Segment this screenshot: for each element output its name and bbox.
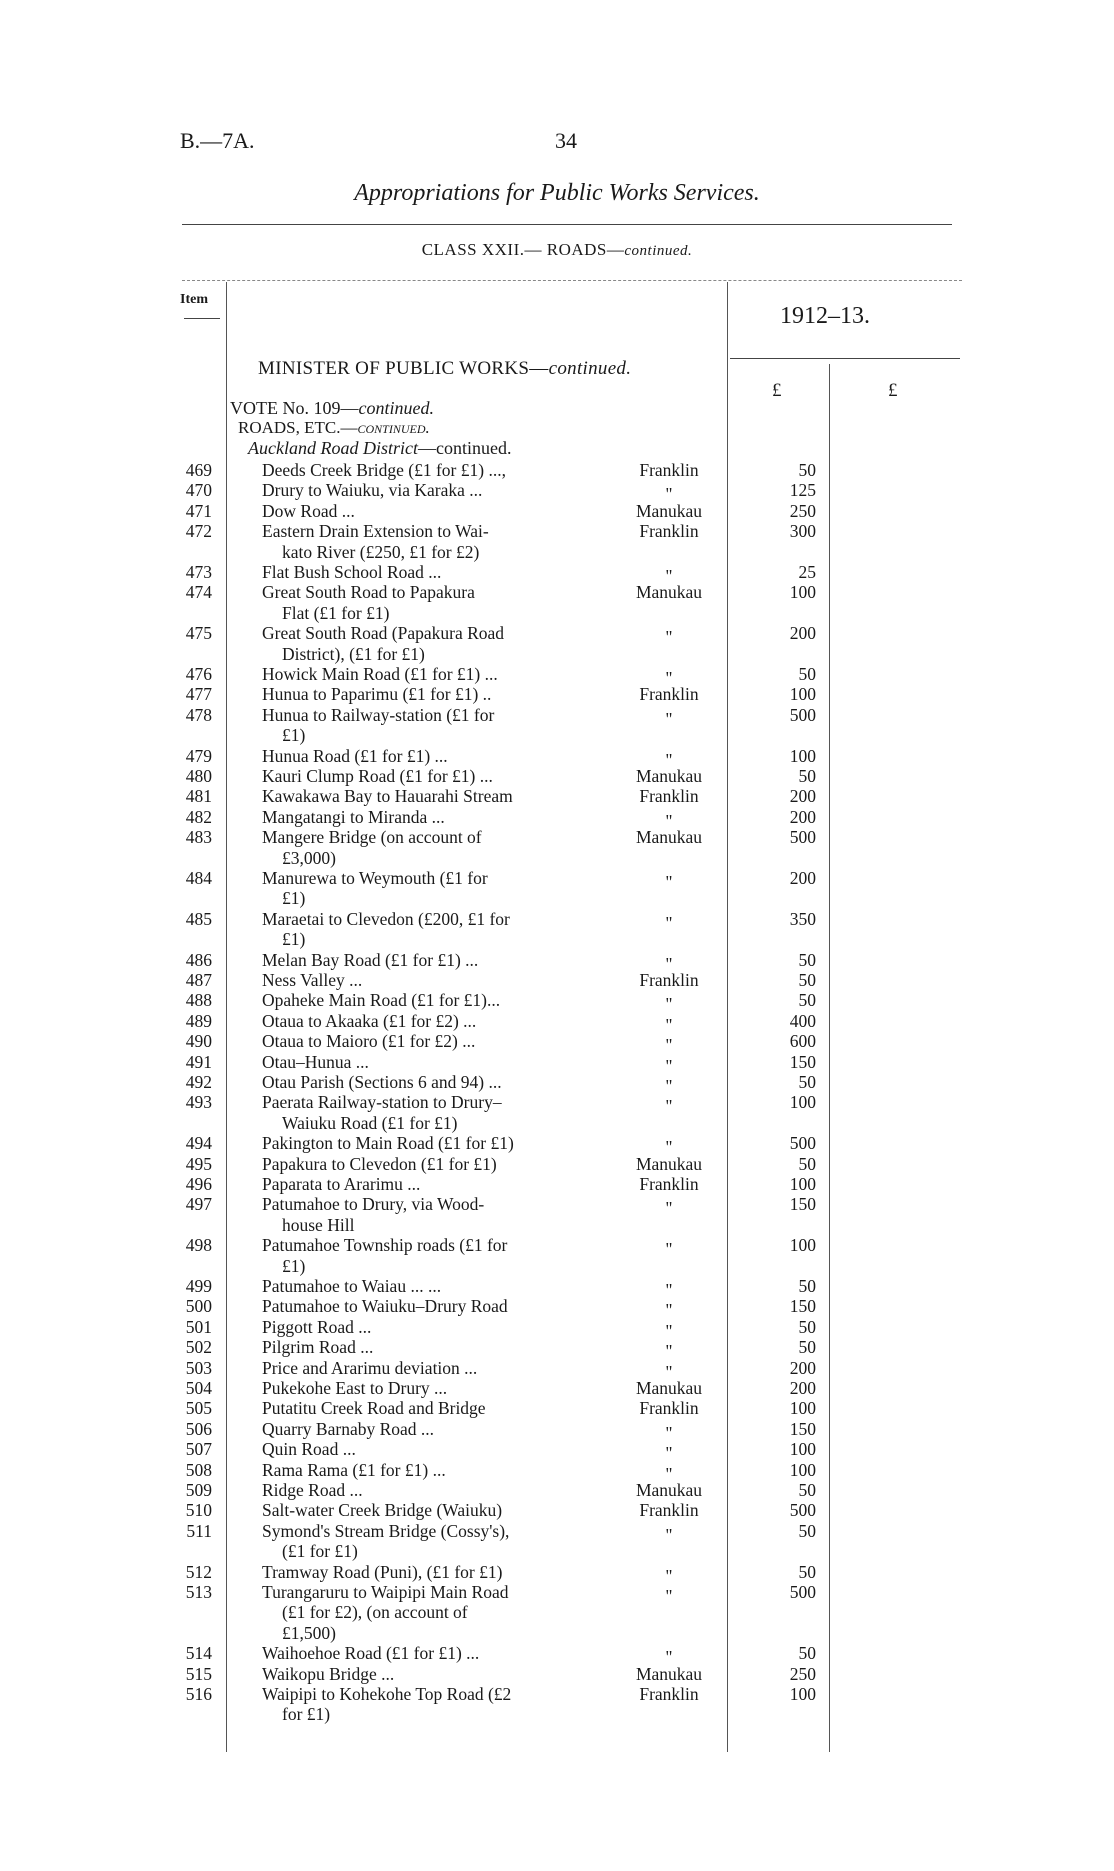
county-name: Manukau: [635, 1378, 703, 1398]
county-name: ": [665, 566, 673, 586]
class-heading: [0, 240, 1114, 260]
county-name: ": [665, 1524, 673, 1545]
road-description: Turangaruru to Waipipi Main Road: [262, 1582, 509, 1602]
item-number: 491: [185, 1051, 212, 1072]
amount: 100: [789, 582, 816, 603]
county-name: ": [665, 1096, 673, 1117]
road-description: Waipipi to Kohekohe Top Road (£2: [262, 1684, 512, 1704]
item-number: 494: [185, 1133, 212, 1154]
amount: 100: [789, 1398, 816, 1419]
item-number: 512: [185, 1561, 212, 1582]
table-row: [0, 1154, 1114, 1174]
table-row: [0, 684, 1114, 704]
amount: 50: [798, 1561, 816, 1582]
pound-column-1: £: [772, 380, 782, 401]
document-reference: B.—7A.: [180, 128, 255, 153]
item-number: 485: [185, 908, 212, 929]
table-row: [0, 1235, 1114, 1276]
road-description: Piggott Road ...: [262, 1316, 372, 1337]
road-description: Quin Road ...: [262, 1439, 356, 1460]
county-name: Franklin: [639, 1684, 699, 1704]
amount: 50: [798, 1643, 816, 1664]
item-number: 504: [185, 1378, 212, 1398]
amount: 100: [789, 1684, 816, 1704]
road-description: Hunua to Railway-station (£1 for: [262, 704, 495, 725]
table-row: [0, 949, 1114, 974]
road-description: Kawakawa Bay to Hauarahi Stream: [262, 786, 513, 807]
item-number: 479: [185, 745, 212, 766]
county-name: Franklin: [639, 1500, 699, 1521]
road-description: Howick Main Road (£1 for £1) ...: [262, 664, 498, 684]
county-name: ": [665, 1055, 673, 1076]
vote-heading-suffix: continued.: [358, 398, 434, 418]
roads-heading: [238, 418, 430, 438]
road-description: Otaua to Maioro (£1 for £2) ...: [262, 1031, 476, 1052]
table-row: [0, 1031, 1114, 1056]
amount: 500: [789, 1500, 816, 1521]
county-name: Franklin: [639, 684, 699, 705]
road-description: Otau–Hunua ...: [262, 1051, 369, 1072]
item-number: 476: [185, 664, 212, 684]
item-number: 507: [185, 1439, 212, 1460]
vote-heading-main: VOTE No. 109—: [230, 398, 359, 418]
county-name: ": [665, 749, 673, 770]
amount: 150: [789, 1418, 816, 1439]
road-description-continued: £1): [282, 1255, 306, 1276]
county-name: ": [665, 1341, 673, 1362]
county-name: Franklin: [639, 786, 699, 807]
county-name: ": [665, 1565, 673, 1586]
item-number: 472: [185, 521, 212, 542]
county-name: Manukau: [635, 1153, 703, 1174]
road-description: Patumahoe to Waiau ... ...: [262, 1276, 442, 1296]
item-number: 500: [185, 1296, 212, 1317]
road-description-continued: kato River (£250, £1 for £2): [282, 541, 480, 562]
county-name: Manukau: [635, 827, 703, 848]
amount: 50: [798, 766, 816, 786]
item-number: 469: [185, 460, 212, 480]
item-number: 513: [185, 1582, 212, 1602]
amount: 600: [789, 1031, 816, 1052]
table-row: [0, 1133, 1114, 1158]
county-name: ": [665, 668, 673, 688]
table-row: [0, 1357, 1114, 1382]
road-description: Manurewa to Weymouth (£1 for: [262, 868, 488, 888]
road-description-continued: £1): [282, 888, 306, 909]
table-row: [0, 970, 1114, 990]
county-name: ": [665, 708, 673, 729]
road-description: Patumahoe to Waiuku–Drury Road: [262, 1296, 508, 1317]
road-description: Eastern Drain Extension to Wai-: [262, 521, 489, 542]
amount: 250: [789, 500, 816, 521]
year-column-header: 1912–13.: [780, 303, 870, 329]
item-number: 515: [185, 1663, 212, 1684]
amount: 500: [789, 1582, 816, 1602]
amount: 100: [789, 1174, 816, 1194]
road-description-continued: (£1 for £2), (on account of: [282, 1602, 468, 1623]
road-description: Ridge Road ...: [262, 1480, 363, 1500]
vote-heading: [230, 398, 434, 419]
road-description-continued: house Hill: [282, 1214, 355, 1235]
county-name: ": [665, 1647, 673, 1668]
county-name: ": [665, 1586, 673, 1606]
item-number: 499: [185, 1276, 212, 1296]
table-row: [0, 806, 1114, 831]
road-description: Opaheke Main Road (£1 for £1)...: [262, 990, 501, 1011]
road-description: Price and Ararimu deviation ...: [262, 1357, 478, 1378]
item-number: 488: [185, 990, 212, 1011]
item-number: 495: [185, 1153, 212, 1174]
road-description-continued: £1): [282, 929, 306, 950]
road-description-continued: £3,000): [282, 847, 336, 868]
table-row: [0, 1296, 1114, 1321]
road-description: Kauri Clump Road (£1 for £1) ...: [262, 766, 493, 786]
item-number: 506: [185, 1418, 212, 1439]
roads-heading-suffix: continued.: [357, 418, 430, 437]
table-row: [0, 1010, 1114, 1035]
item-number: 493: [185, 1092, 212, 1113]
table-row: [0, 1561, 1114, 1586]
item-number: 470: [185, 480, 212, 501]
amount: 100: [789, 745, 816, 766]
table-row: [0, 1316, 1114, 1341]
roads-heading-main: ROADS, ETC.—: [238, 418, 358, 437]
item-number: 473: [185, 562, 212, 582]
amount: 50: [798, 1337, 816, 1358]
table-row: [0, 909, 1114, 950]
table-row: [0, 664, 1114, 688]
road-description: Flat Bush School Road ...: [262, 562, 442, 582]
county-name: ": [665, 1443, 673, 1464]
item-number: 505: [185, 1398, 212, 1419]
item-number: 482: [185, 806, 212, 827]
road-description: Tramway Road (Puni), (£1 for £1): [262, 1561, 503, 1582]
county-name: ": [665, 1198, 673, 1219]
amount: 50: [798, 1316, 816, 1337]
road-description: Hunua Road (£1 for £1) ...: [262, 745, 448, 766]
county-name: Manukau: [635, 500, 703, 521]
county-name: ": [665, 1300, 673, 1321]
road-description: Drury to Waiuku, via Karaka ...: [262, 480, 483, 501]
county-name: Franklin: [639, 1174, 699, 1194]
table-row: [0, 766, 1114, 786]
item-number: 475: [185, 623, 212, 644]
road-description: Hunua to Paparimu (£1 for £1) ..: [262, 684, 492, 705]
item-number: 489: [185, 1010, 212, 1031]
amount: 150: [789, 1194, 816, 1215]
road-description: Waikopu Bridge ...: [262, 1663, 395, 1684]
amount: 500: [789, 704, 816, 725]
item-number: 516: [185, 1684, 212, 1704]
road-description: Pilgrim Road ...: [262, 1337, 374, 1358]
county-name: ": [665, 484, 673, 505]
road-description: Melan Bay Road (£1 for £1) ...: [262, 949, 479, 970]
item-number: 510: [185, 1500, 212, 1521]
table-row: [0, 1174, 1114, 1194]
table-row: [0, 1684, 1114, 1725]
amount: 50: [798, 1072, 816, 1092]
county-name: Manukau: [635, 1480, 703, 1500]
amount: 50: [798, 664, 816, 684]
table-row: [0, 868, 1114, 909]
road-description: Paparata to Ararimu ...: [262, 1174, 421, 1194]
amount: 150: [789, 1296, 816, 1317]
amount: 150: [789, 1051, 816, 1072]
county-name: ": [665, 1361, 673, 1382]
amount: 200: [789, 786, 816, 807]
item-number: 501: [185, 1316, 212, 1337]
road-description: Rama Rama (£1 for £1) ...: [262, 1459, 446, 1480]
road-description: Otaua to Akaaka (£1 for £2) ...: [262, 1010, 477, 1031]
table-row: [0, 1418, 1114, 1443]
item-number: 496: [185, 1174, 212, 1194]
table-row: [0, 1459, 1114, 1484]
table-row: [0, 1051, 1114, 1076]
road-description: Quarry Barnaby Road ...: [262, 1418, 435, 1439]
district-heading-suffix: —continued.: [417, 438, 512, 458]
table-row: [0, 1337, 1114, 1362]
amount: 50: [798, 460, 816, 480]
item-number: 502: [185, 1337, 212, 1358]
county-name: ": [665, 953, 673, 974]
amount: 100: [789, 1459, 816, 1480]
pound-column-2: £: [888, 380, 898, 401]
county-name: Franklin: [639, 460, 699, 480]
amount: 50: [798, 1520, 816, 1541]
road-description: Pakington to Main Road (£1 for £1): [262, 1133, 514, 1154]
item-number: 478: [185, 704, 212, 725]
table-row: [0, 1276, 1114, 1300]
county-name: ": [665, 627, 673, 648]
county-name: Franklin: [639, 1398, 699, 1419]
table-row: [0, 1398, 1114, 1418]
county-name: ": [665, 1280, 673, 1300]
table-row: [0, 1643, 1114, 1668]
amount: 200: [789, 806, 816, 827]
road-description: Patumahoe to Drury, via Wood-: [262, 1194, 485, 1215]
table-row: [0, 1072, 1114, 1096]
amount: 200: [789, 1378, 816, 1398]
county-name: ": [665, 1137, 673, 1158]
table-row: [0, 1378, 1114, 1398]
table-row: [0, 582, 1114, 623]
table-row: [0, 827, 1114, 868]
minister-heading-main: MINISTER OF PUBLIC WORKS—: [258, 358, 549, 379]
amount: 100: [789, 1439, 816, 1460]
road-description: Paerata Railway-station to Drury–: [262, 1092, 502, 1113]
road-description-continued: Flat (£1 for £1): [282, 602, 390, 623]
road-description-continued: £1): [282, 725, 306, 746]
table-row: [0, 1439, 1114, 1464]
district-heading-main: Auckland Road District: [248, 438, 418, 458]
table-row: [0, 623, 1114, 664]
table-top-rule: [182, 280, 962, 281]
road-description: Patumahoe Township roads (£1 for: [262, 1235, 508, 1256]
item-number: 487: [185, 970, 212, 990]
item-column-header: Item: [180, 292, 208, 307]
county-name: Manukau: [635, 582, 703, 603]
page-number: 34: [555, 128, 577, 153]
road-description: Mangere Bridge (on account of: [262, 827, 482, 848]
road-description: Otau Parish (Sections 6 and 94) ...: [262, 1072, 502, 1092]
table-row: [0, 1521, 1114, 1562]
county-name: ": [665, 1463, 673, 1484]
item-number: 497: [185, 1194, 212, 1215]
amount: 50: [798, 990, 816, 1011]
table-row: [0, 501, 1114, 521]
item-number: 480: [185, 766, 212, 786]
amount: 25: [798, 562, 816, 582]
road-description: Great South Road to Papakura: [262, 582, 475, 603]
item-number: 484: [185, 868, 212, 888]
table-row: [0, 745, 1114, 770]
amount: 50: [798, 970, 816, 990]
item-number: 486: [185, 949, 212, 970]
road-description: Deeds Creek Bridge (£1 for £1) ...,: [262, 460, 506, 480]
amount: 250: [789, 1663, 816, 1684]
amount: 300: [789, 521, 816, 542]
road-description: Dow Road ...: [262, 500, 355, 521]
district-heading: [248, 438, 511, 459]
table-row: [0, 562, 1114, 586]
road-description: Putatitu Creek Road and Bridge: [262, 1398, 486, 1419]
minister-heading-suffix: continued.: [548, 358, 632, 379]
road-description-continued: for £1): [282, 1704, 331, 1725]
item-header-rule: [184, 318, 220, 319]
amount: 125: [789, 480, 816, 501]
table-row: [0, 521, 1114, 562]
county-name: ": [665, 1076, 673, 1096]
county-name: ": [665, 1422, 673, 1443]
amount: 400: [789, 1010, 816, 1031]
table-row: [0, 1500, 1114, 1520]
table-row: [0, 786, 1114, 806]
road-description: Mangatangi to Miranda ...: [262, 806, 445, 827]
amount: 350: [789, 908, 816, 929]
class-heading-main: CLASS XXII.— ROADS—: [421, 240, 625, 259]
item-number: 483: [185, 827, 212, 848]
item-number: 492: [185, 1072, 212, 1092]
amount: 500: [789, 827, 816, 848]
county-name: Franklin: [639, 521, 699, 542]
county-name: Manukau: [635, 766, 703, 786]
table-row: [0, 480, 1114, 505]
amount: 100: [789, 1235, 816, 1256]
item-number: 514: [185, 1643, 212, 1664]
title-rule: [182, 224, 952, 225]
item-number: 498: [185, 1235, 212, 1256]
amount: 100: [789, 1092, 816, 1113]
county-name: ": [665, 912, 673, 933]
county-name: Manukau: [635, 1663, 703, 1684]
county-name: ": [665, 1035, 673, 1056]
road-description-continued: Waiuku Road (£1 for £1): [282, 1112, 458, 1133]
item-number: 474: [185, 582, 212, 603]
item-number: 508: [185, 1459, 212, 1480]
amount: 100: [789, 684, 816, 705]
amount: 50: [798, 1276, 816, 1296]
item-number: 490: [185, 1031, 212, 1052]
item-number: 503: [185, 1357, 212, 1378]
class-heading-suffix: continued.: [624, 243, 693, 259]
road-description: Ness Valley ...: [262, 970, 363, 990]
table-row: [0, 1480, 1114, 1500]
table-row: [0, 460, 1114, 480]
page-title: Appropriations for Public Works Services.: [354, 180, 760, 206]
road-description: Great South Road (Papakura Road: [262, 623, 505, 644]
county-name: ": [665, 1320, 673, 1341]
amount: 50: [798, 949, 816, 970]
year-header-rule: [730, 358, 960, 359]
item-number: 481: [185, 786, 212, 807]
county-name: ": [665, 810, 673, 831]
county-name: ": [665, 872, 673, 892]
county-name: ": [665, 1014, 673, 1035]
table-row: [0, 1664, 1114, 1684]
table-row: [0, 1582, 1114, 1643]
road-description: Pukekohe East to Drury ...: [262, 1378, 448, 1398]
county-name: ": [665, 994, 673, 1015]
table-row: [0, 705, 1114, 746]
amount: 200: [789, 623, 816, 644]
item-number: 471: [185, 500, 212, 521]
table-row: [0, 990, 1114, 1015]
road-description: Symond's Stream Bridge (Cossy's),: [262, 1520, 510, 1541]
county-name: Franklin: [639, 970, 699, 990]
amount: 200: [789, 868, 816, 888]
road-description: Waihoehoe Road (£1 for £1) ...: [262, 1643, 480, 1664]
amount: 500: [789, 1133, 816, 1154]
item-number: 477: [185, 684, 212, 705]
road-description: Maraetai to Clevedon (£200, £1 for: [262, 908, 510, 929]
item-number: 509: [185, 1480, 212, 1500]
minister-heading: [258, 358, 631, 380]
road-description-continued: District), (£1 for £1): [282, 643, 425, 664]
table-row: [0, 1194, 1114, 1235]
amount: 50: [798, 1480, 816, 1500]
road-description: Salt-water Creek Bridge (Waiuku): [262, 1500, 503, 1521]
road-description-continued: £1,500): [282, 1622, 336, 1643]
amount: 200: [789, 1357, 816, 1378]
county-name: ": [665, 1239, 673, 1260]
item-number: 511: [186, 1520, 212, 1541]
amount: 50: [798, 1153, 816, 1174]
road-description: Papakura to Clevedon (£1 for £1): [262, 1153, 497, 1174]
table-row: [0, 1092, 1114, 1133]
road-description-continued: (£1 for £1): [282, 1541, 358, 1562]
